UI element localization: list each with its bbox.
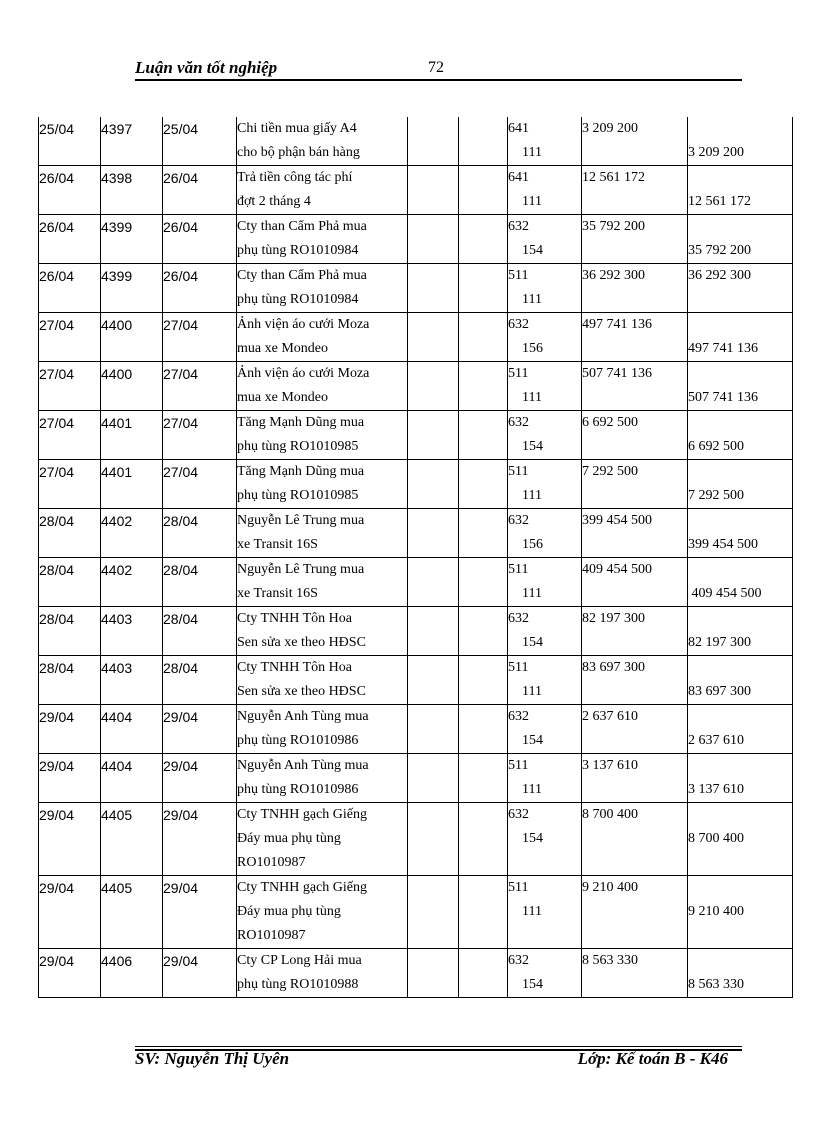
description-line: Sen sửa xe theo HĐSC	[237, 684, 366, 699]
credit-spacer	[688, 166, 792, 190]
account-credit: 111	[522, 586, 542, 601]
cell-doc-number: 4401	[101, 411, 163, 460]
cell-credit-amount	[688, 754, 793, 803]
cell-blank-2	[459, 362, 508, 411]
cell-date: 26/04	[39, 166, 101, 215]
description-line: đợt 2 tháng 4	[237, 194, 311, 209]
description-line: Cty than Cẩm Phả mua	[237, 268, 367, 283]
cell-doc-number: 4406	[101, 949, 163, 998]
cell-description	[237, 607, 408, 656]
cell-doc-date: 27/04	[163, 411, 237, 460]
footer-class: Lớp: Kế toán B - K46	[577, 1049, 728, 1068]
cell-blank	[408, 509, 459, 558]
description-line: phụ tùng RO1010988	[237, 977, 359, 992]
account-debit: 511	[508, 366, 529, 381]
cell-blank	[408, 117, 459, 166]
credit-amount: 409 454 500	[688, 586, 762, 601]
cell-doc-date: 26/04	[163, 264, 237, 313]
cell-doc-number: 4402	[101, 509, 163, 558]
account-credit: 111	[522, 292, 542, 307]
cell-credit-amount	[688, 313, 793, 362]
account-credit: 111	[522, 684, 542, 699]
credit-amount: 399 454 500	[688, 537, 758, 552]
credit-spacer	[688, 215, 792, 239]
credit-amount: 9 210 400	[688, 904, 744, 919]
cell-date: 27/04	[39, 313, 101, 362]
cell-debit-amount: 36 292 300	[582, 264, 688, 313]
account-credit: 156	[522, 537, 543, 552]
table-row	[39, 117, 793, 166]
table-row	[39, 754, 793, 803]
cell-doc-number: 4404	[101, 754, 163, 803]
description-line: Cty than Cẩm Phả mua	[237, 219, 367, 234]
credit-amount: 8 563 330	[688, 977, 744, 992]
description-line: phụ tùng RO1010985	[237, 488, 359, 503]
description-line: Nguyễn Anh Tùng mua	[237, 709, 369, 724]
cell-doc-date: 26/04	[163, 166, 237, 215]
table-row	[39, 166, 793, 215]
cell-blank-2	[459, 607, 508, 656]
cell-account	[508, 313, 582, 362]
cell-description	[237, 509, 408, 558]
credit-amount: 3 209 200	[688, 145, 744, 160]
table-row	[39, 460, 793, 509]
table-row	[39, 705, 793, 754]
account-debit: 632	[508, 611, 529, 626]
description-line: Tăng Mạnh Dũng mua	[237, 464, 365, 479]
credit-spacer	[688, 313, 792, 337]
credit-spacer	[688, 509, 792, 533]
credit-amount: 8 700 400	[688, 831, 744, 846]
cell-date: 28/04	[39, 558, 101, 607]
cell-debit-amount: 6 692 500	[582, 411, 688, 460]
account-debit: 641	[508, 121, 529, 136]
cell-description	[237, 656, 408, 705]
cell-description	[237, 949, 408, 998]
cell-credit-amount	[688, 558, 793, 607]
cell-debit-amount: 12 561 172	[582, 166, 688, 215]
cell-date: 29/04	[39, 754, 101, 803]
cell-doc-date: 27/04	[163, 362, 237, 411]
description-line: RO1010987	[237, 928, 306, 943]
description-line: Cty TNHH gạch Giếng	[237, 807, 367, 822]
description-line: mua xe Mondeo	[237, 341, 328, 356]
cell-debit-amount: 9 210 400	[582, 876, 688, 949]
cell-doc-date: 27/04	[163, 460, 237, 509]
cell-description	[237, 264, 408, 313]
cell-doc-number: 4397	[101, 117, 163, 166]
account-credit: 111	[522, 390, 542, 405]
cell-date: 25/04	[39, 117, 101, 166]
cell-credit-amount	[688, 803, 793, 876]
cell-doc-date: 29/04	[163, 754, 237, 803]
cell-debit-amount: 3 209 200	[582, 117, 688, 166]
account-credit: 154	[522, 635, 543, 650]
cell-date: 28/04	[39, 607, 101, 656]
cell-date: 28/04	[39, 656, 101, 705]
cell-date: 29/04	[39, 803, 101, 876]
description-line: phụ tùng RO1010986	[237, 733, 359, 748]
page-number: 72	[428, 59, 444, 76]
cell-doc-number: 4404	[101, 705, 163, 754]
account-credit: 154	[522, 831, 543, 846]
cell-blank	[408, 949, 459, 998]
cell-blank-2	[459, 876, 508, 949]
cell-doc-number: 4402	[101, 558, 163, 607]
footer-rule	[135, 1046, 742, 1047]
cell-description	[237, 362, 408, 411]
cell-credit-amount	[688, 509, 793, 558]
description-line: Cty TNHH gạch Giếng	[237, 880, 367, 895]
cell-account	[508, 803, 582, 876]
cell-credit-amount	[688, 460, 793, 509]
cell-description	[237, 705, 408, 754]
cell-debit-amount: 7 292 500	[582, 460, 688, 509]
account-debit: 511	[508, 660, 529, 675]
cell-blank	[408, 607, 459, 656]
cell-description	[237, 803, 408, 876]
cell-doc-date: 26/04	[163, 215, 237, 264]
account-debit: 511	[508, 268, 529, 283]
cell-description	[237, 215, 408, 264]
cell-account	[508, 117, 582, 166]
cell-description	[237, 117, 408, 166]
cell-account	[508, 656, 582, 705]
cell-debit-amount: 8 700 400	[582, 803, 688, 876]
cell-doc-date: 29/04	[163, 949, 237, 998]
account-debit: 632	[508, 953, 529, 968]
cell-credit-amount	[688, 705, 793, 754]
account-credit: 111	[522, 194, 542, 209]
cell-blank	[408, 362, 459, 411]
cell-debit-amount: 8 563 330	[582, 949, 688, 998]
cell-date: 27/04	[39, 362, 101, 411]
cell-account	[508, 215, 582, 264]
credit-spacer	[688, 411, 792, 435]
credit-spacer	[688, 362, 792, 386]
table-row	[39, 656, 793, 705]
table-row	[39, 411, 793, 460]
cell-doc-date: 28/04	[163, 509, 237, 558]
credit-amount: 2 637 610	[688, 733, 744, 748]
header-rule	[135, 79, 742, 81]
cell-description	[237, 876, 408, 949]
cell-credit-amount	[688, 264, 793, 313]
cell-account	[508, 949, 582, 998]
credit-spacer	[688, 607, 792, 631]
credit-amount: 36 292 300	[688, 268, 751, 283]
cell-blank	[408, 558, 459, 607]
account-credit: 154	[522, 243, 543, 258]
cell-blank-2	[459, 656, 508, 705]
description-line: phụ tùng RO1010984	[237, 292, 359, 307]
account-credit: 111	[522, 904, 542, 919]
account-credit: 111	[522, 782, 542, 797]
cell-date: 27/04	[39, 411, 101, 460]
cell-doc-date: 25/04	[163, 117, 237, 166]
cell-credit-amount	[688, 411, 793, 460]
account-debit: 632	[508, 807, 529, 822]
account-debit: 511	[508, 880, 529, 895]
cell-date: 27/04	[39, 460, 101, 509]
credit-amount: 3 137 610	[688, 782, 744, 797]
cell-doc-number: 4403	[101, 656, 163, 705]
cell-credit-amount	[688, 362, 793, 411]
cell-blank-2	[459, 460, 508, 509]
credit-spacer	[688, 754, 792, 778]
cell-credit-amount	[688, 166, 793, 215]
cell-credit-amount	[688, 215, 793, 264]
cell-doc-number: 4400	[101, 362, 163, 411]
cell-debit-amount: 497 741 136	[582, 313, 688, 362]
account-debit: 632	[508, 709, 529, 724]
description-line: Cty TNHH Tôn Hoa	[237, 611, 352, 626]
cell-doc-date: 29/04	[163, 876, 237, 949]
cell-doc-date: 29/04	[163, 803, 237, 876]
description-line: Đáy mua phụ tùng	[237, 831, 341, 846]
cell-description	[237, 313, 408, 362]
account-credit: 154	[522, 977, 543, 992]
credit-spacer	[688, 949, 792, 973]
cell-debit-amount: 507 741 136	[582, 362, 688, 411]
table-row	[39, 803, 793, 876]
ledger-table	[38, 117, 793, 998]
cell-doc-date: 28/04	[163, 558, 237, 607]
cell-blank	[408, 313, 459, 362]
cell-description	[237, 460, 408, 509]
account-debit: 632	[508, 513, 529, 528]
cell-account	[508, 509, 582, 558]
table-row	[39, 264, 793, 313]
cell-blank	[408, 264, 459, 313]
credit-amount: 7 292 500	[688, 488, 744, 503]
account-credit: 111	[522, 145, 542, 160]
table-row	[39, 949, 793, 998]
account-debit: 511	[508, 464, 529, 479]
credit-amount: 12 561 172	[688, 194, 751, 209]
cell-description	[237, 558, 408, 607]
cell-doc-number: 4400	[101, 313, 163, 362]
cell-doc-number: 4403	[101, 607, 163, 656]
cell-blank-2	[459, 313, 508, 362]
cell-blank	[408, 876, 459, 949]
cell-account	[508, 362, 582, 411]
cell-debit-amount: 2 637 610	[582, 705, 688, 754]
cell-blank-2	[459, 509, 508, 558]
description-line: xe Transit 16S	[237, 537, 318, 552]
cell-blank	[408, 705, 459, 754]
cell-account	[508, 460, 582, 509]
credit-spacer	[688, 656, 792, 680]
cell-debit-amount: 35 792 200	[582, 215, 688, 264]
table-row	[39, 607, 793, 656]
cell-account	[508, 607, 582, 656]
cell-doc-date: 27/04	[163, 313, 237, 362]
description-line: Ảnh viện áo cưới Moza	[237, 317, 370, 332]
credit-spacer	[688, 558, 792, 582]
table-row	[39, 215, 793, 264]
cell-date: 29/04	[39, 705, 101, 754]
cell-blank-2	[459, 754, 508, 803]
cell-blank	[408, 215, 459, 264]
cell-credit-amount	[688, 117, 793, 166]
credit-spacer	[688, 803, 792, 827]
cell-credit-amount	[688, 876, 793, 949]
credit-amount: 35 792 200	[688, 243, 751, 258]
cell-blank	[408, 460, 459, 509]
description-line: phụ tùng RO1010986	[237, 782, 359, 797]
cell-account	[508, 264, 582, 313]
credit-amount: 6 692 500	[688, 439, 744, 454]
cell-date: 26/04	[39, 215, 101, 264]
credit-amount: 507 741 136	[688, 390, 758, 405]
cell-doc-date: 28/04	[163, 607, 237, 656]
account-credit: 156	[522, 341, 543, 356]
cell-blank	[408, 656, 459, 705]
account-debit: 511	[508, 562, 529, 577]
cell-doc-number: 4398	[101, 166, 163, 215]
cell-blank-2	[459, 264, 508, 313]
header-title: Luận văn tốt nghiệp	[135, 58, 278, 77]
credit-spacer	[688, 460, 792, 484]
cell-account	[508, 411, 582, 460]
cell-doc-number: 4399	[101, 215, 163, 264]
description-line: Cty TNHH Tôn Hoa	[237, 660, 352, 675]
table-row	[39, 362, 793, 411]
cell-account	[508, 754, 582, 803]
cell-account	[508, 705, 582, 754]
credit-spacer	[688, 705, 792, 729]
account-credit: 154	[522, 733, 543, 748]
cell-doc-date: 29/04	[163, 705, 237, 754]
cell-blank-2	[459, 558, 508, 607]
cell-description	[237, 754, 408, 803]
cell-account	[508, 558, 582, 607]
cell-doc-date: 28/04	[163, 656, 237, 705]
credit-amount: 82 197 300	[688, 635, 751, 650]
description-line: cho bộ phận bán hàng	[237, 145, 360, 160]
cell-description	[237, 166, 408, 215]
cell-date: 28/04	[39, 509, 101, 558]
cell-date: 29/04	[39, 949, 101, 998]
cell-blank	[408, 166, 459, 215]
description-line: Sen sửa xe theo HĐSC	[237, 635, 366, 650]
credit-amount: 83 697 300	[688, 684, 751, 699]
description-line: phụ tùng RO1010985	[237, 439, 359, 454]
table-row	[39, 558, 793, 607]
description-line: Trả tiền công tác phí	[237, 170, 353, 185]
description-line: Nguyễn Lê Trung mua	[237, 513, 365, 528]
account-debit: 632	[508, 317, 529, 332]
cell-description	[237, 411, 408, 460]
cell-blank-2	[459, 117, 508, 166]
account-debit: 511	[508, 758, 529, 773]
account-debit: 641	[508, 170, 529, 185]
cell-debit-amount: 82 197 300	[582, 607, 688, 656]
cell-doc-number: 4405	[101, 876, 163, 949]
cell-credit-amount	[688, 949, 793, 998]
credit-amount: 497 741 136	[688, 341, 758, 356]
cell-blank-2	[459, 705, 508, 754]
credit-spacer	[688, 876, 792, 900]
cell-date: 26/04	[39, 264, 101, 313]
cell-blank-2	[459, 215, 508, 264]
cell-blank-2	[459, 949, 508, 998]
cell-debit-amount: 399 454 500	[582, 509, 688, 558]
description-line: Tăng Mạnh Dũng mua	[237, 415, 365, 430]
footer-student: SV: Nguyễn Thị Uyên	[135, 1049, 290, 1068]
cell-credit-amount	[688, 656, 793, 705]
cell-debit-amount: 83 697 300	[582, 656, 688, 705]
table-row	[39, 509, 793, 558]
cell-account	[508, 166, 582, 215]
account-credit: 154	[522, 439, 543, 454]
description-line: xe Transit 16S	[237, 586, 318, 601]
cell-doc-number: 4401	[101, 460, 163, 509]
description-line: Ảnh viện áo cưới Moza	[237, 366, 370, 381]
table-row	[39, 876, 793, 949]
cell-blank-2	[459, 411, 508, 460]
cell-debit-amount: 3 137 610	[582, 754, 688, 803]
description-line: mua xe Mondeo	[237, 390, 328, 405]
cell-doc-number: 4399	[101, 264, 163, 313]
cell-blank	[408, 411, 459, 460]
table-row	[39, 313, 793, 362]
account-debit: 632	[508, 219, 529, 234]
cell-account	[508, 876, 582, 949]
cell-blank	[408, 754, 459, 803]
account-credit: 111	[522, 488, 542, 503]
description-line: phụ tùng RO1010984	[237, 243, 359, 258]
cell-credit-amount	[688, 607, 793, 656]
cell-blank-2	[459, 166, 508, 215]
cell-date: 29/04	[39, 876, 101, 949]
cell-debit-amount: 409 454 500	[582, 558, 688, 607]
description-line: Đáy mua phụ tùng	[237, 904, 341, 919]
description-line: Nguyễn Anh Tùng mua	[237, 758, 369, 773]
description-line: Cty CP Long Hải mua	[237, 953, 362, 968]
description-line: Nguyễn Lê Trung mua	[237, 562, 365, 577]
account-debit: 632	[508, 415, 529, 430]
cell-doc-number: 4405	[101, 803, 163, 876]
description-line: Chi tiền mua giấy A4	[237, 121, 357, 136]
description-line: RO1010987	[237, 855, 306, 870]
credit-spacer	[688, 117, 792, 141]
cell-blank-2	[459, 803, 508, 876]
cell-blank	[408, 803, 459, 876]
